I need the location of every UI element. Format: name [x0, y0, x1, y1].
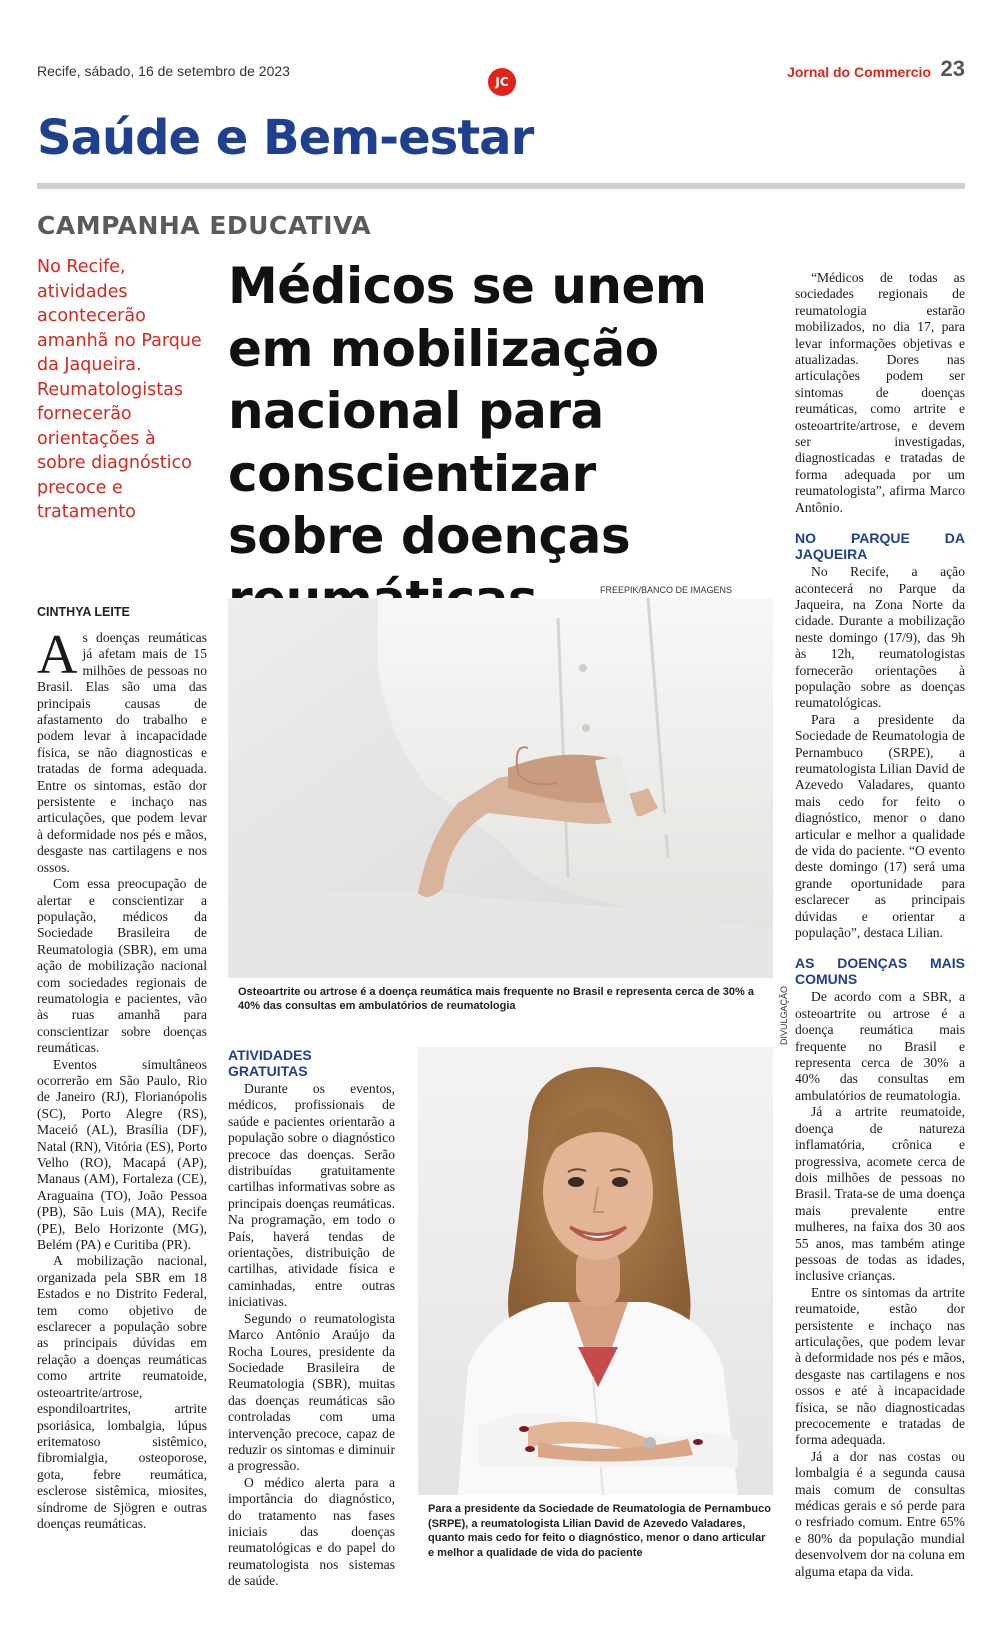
newspaper-name: Jornal do Commercio [787, 64, 931, 80]
subheading: AS DOENÇAS MAIS COMUNS [795, 955, 965, 988]
headline: Médicos se unem em mobilização nacional para conscientizar sobre doenças [228, 257, 707, 565]
page-header [37, 56, 965, 89]
edition-date: Recife, sábado, 16 de setembro de 2023 [37, 63, 290, 79]
paragraph: Segundo o reumatologista Marco Antônio Araújo da Rocha Loures, presidente da Sociedade Brasileira de Reumatologia (SBR), muitas das doenças reumáticas são controladas com uma intervenção precoce, capaz de reduzir os sintomas e diminuir a progressão. [228, 1310, 395, 1474]
paragraph: Com essa preocupação de alertar e conscientizar a população, médicos da Sociedade Brasileira de Reumatologia (SBR), em uma ação de mobilização nacional com sociedades regionais de reumatologia e pacientes, vão às ruas amanhã para conscientizar sobre doenças reumáticas. [37, 876, 207, 1056]
paragraph: De acordo com a SBR, a osteoartrite ou artrose é a doença reumática mais frequente no Brasil e representa cerca de 30% a 40% das consultas em ambulatórios de reumatologia. [795, 989, 965, 1103]
article-column-4 [795, 270, 965, 1580]
article-column-1 [37, 624, 207, 1532]
page-number: 23 [940, 56, 965, 81]
paragraph: No Recife, a ação acontecerá no Parque da Jaqueira, na Zona Norte da cidade. Durante a mobilização neste domingo (17/9), das 9h às 12h, reumatologistas fornecerão orientações à população sobre as doenças reumatológicas. [795, 564, 965, 711]
paragraph [37, 624, 207, 876]
paragraph: Eventos simultâneos ocorrerão em São Paulo, Rio de Janeiro (RJ), Florianópolis (SC), Porto Alegre (RS), Maceió (AL), Brasília (DF), Natal (RN), Vitória (ES), Porto Velho (RO), Macapá (AP), Manaus (AM), Fortaleza (CE), Araguaina (TO), João Pessoa (PB), São Luis (MA), Recife (PE), Belo Horizonte (MG), Belém (PA) e Curitiba (PR). [37, 1056, 207, 1253]
lead-text: No Recife, atividades acontecerão amanhã no Parque da Jaqueira. Reumatologistas fornecerão orientações à sobre diagnóstico precoce e tratamento [37, 257, 202, 522]
paragraph-text: s doenças reumáticas já afetam mais de 15 milhões de pessoas no Brasil. Elas são uma das principais causas de afastamento do trabalho e podem levar à incapacidade física, se não diagnosticas e tratadas de forma adequada. Entre os sintomas, estão dor persistente e inchaço nas articulações, que podem levar à deformidade nos pés e mãos, desgaste nas cartilagens e nos ossos. [37, 630, 207, 875]
paragraph: Durante os eventos, médicos, profissionais de saúde e pacientes orientarão a população sobre o diagnóstico precoce das doenças. Serão distribuídas gratuitamente cartilhas informativas sobre as principais doenças reumáticas. Na programação, em todo o País, haverá tendas de orientações, distribuição de cartilhas, atividade física e caminhadas, entre outras iniciativas. [228, 1081, 395, 1310]
kicker: CAMPANHA EDUCATIVA [37, 211, 372, 240]
photo-credit: DIVULGAÇÃO [779, 985, 789, 1045]
paragraph: Já a dor nas costas ou lombalgia é a segunda causa mais comum de consultas médicas gerais e só perde para o resfriado comum. Entre 65% e 80% da população mundial desenvolvem dor na coluna em alguma etapa da vida. [795, 1448, 965, 1579]
section-divider [37, 183, 965, 189]
subheading: ATIVIDADES GRATUITAS [228, 1047, 312, 1079]
subheading: NO PARQUE DA JAQUEIRA [795, 530, 965, 563]
photo-caption: Osteoartrite ou artrose é a doença reumática mais frequente no Brasil e representa cerca de 30% a 40% das consultas em ambulatórios de reumatologia [238, 986, 754, 1012]
wrist-pain-photo [228, 598, 773, 978]
byline: CINTHYA LEITE [37, 605, 130, 619]
paragraph: Para a presidente da Sociedade de Reumatologia de Pernambuco (SRPE), a reumatologista Lilian David de Azevedo Valadares, quanto mais cedo for feito o diagnóstico, menor o dano articular e melhor a qualidade de vida do paciente. “O evento deste domingo (17) será uma grande oportunidade para esclarecer as principais dúvidas e orientar a população”, destaca Lilian. [795, 711, 965, 941]
drop-cap: A [37, 624, 78, 686]
paragraph: Já a artrite reumatoide, doença de natureza inflamatória, crônica e progressiva, acomete cerca de dois milhões de pessoas no Brasil. Trata-se de uma doença mais prevalente entre mulheres, na faixa dos 30 aos 55 anos, mas também atinge pessoas de todas as idades, inclusive crianças. [795, 1104, 965, 1284]
paragraph: O médico alerta para a importância do diagnóstico, do tratamento nas fases iniciais das doenças reumatológicas e do papel do reumatologista nos sistemas de saúde. [228, 1474, 395, 1589]
jc-logo: JC [488, 68, 516, 96]
photo-caption: Para a presidente da Sociedade de Reumatologia de Pernambuco (SRPE), a reumatologista Lilian David de Azevedo Valadares, quanto mais cedo for feito o diagnóstico, menor o dano articular e melhor a qualidade de vida do paciente [428, 1503, 771, 1559]
paragraph: “Médicos de todas as sociedades regionais de reumatologia estarão mobilizados, no dia 17, para levar informações objetivas e atualizadas. Dores nas articulações podem ser sintomas de doenças reumáticas, como artrite e osteoartrite/artrose, e devem ser investigadas, diagnosticadas e tratadas de forma adequada por um reumatologista”, afirma Marco Antônio. [795, 270, 965, 515]
article-column-3 [228, 1047, 395, 1590]
paragraph: Entre os sintomas da artrite reumatoide, estão dor persistente e inchaço nas articulações, que podem levar à deformidade nos pés e mãos, desgaste nas cartilagens e nos ossos e até à incapacidade física, se não diagnosticadas precocemente e tratadas de forma adequada. [795, 1284, 965, 1448]
section-title: Saúde e Bem-estar [37, 110, 534, 166]
doctor-portrait-photo [418, 1047, 773, 1495]
paragraph: A mobilização nacional, organizada pela SBR em 18 Estados e no Distrito Federal, tem como objetivo de esclarecer a população sobre as principais dúvidas em relação a doenças reumáticas como artrite reumatoide, osteoartrite/artrose, espondiloartrites, artrite psoriásica, lombalgia, lúpus eritematoso sistêmico, fibromialgia, osteoporose, gota, febre reumática, esclerose sistêmica, miosites, síndrome de Sjögren e outras doenças reumáticas. [37, 1253, 207, 1531]
photo-credit: FREEPIK/BANCO DE IMAGENS [600, 585, 733, 595]
